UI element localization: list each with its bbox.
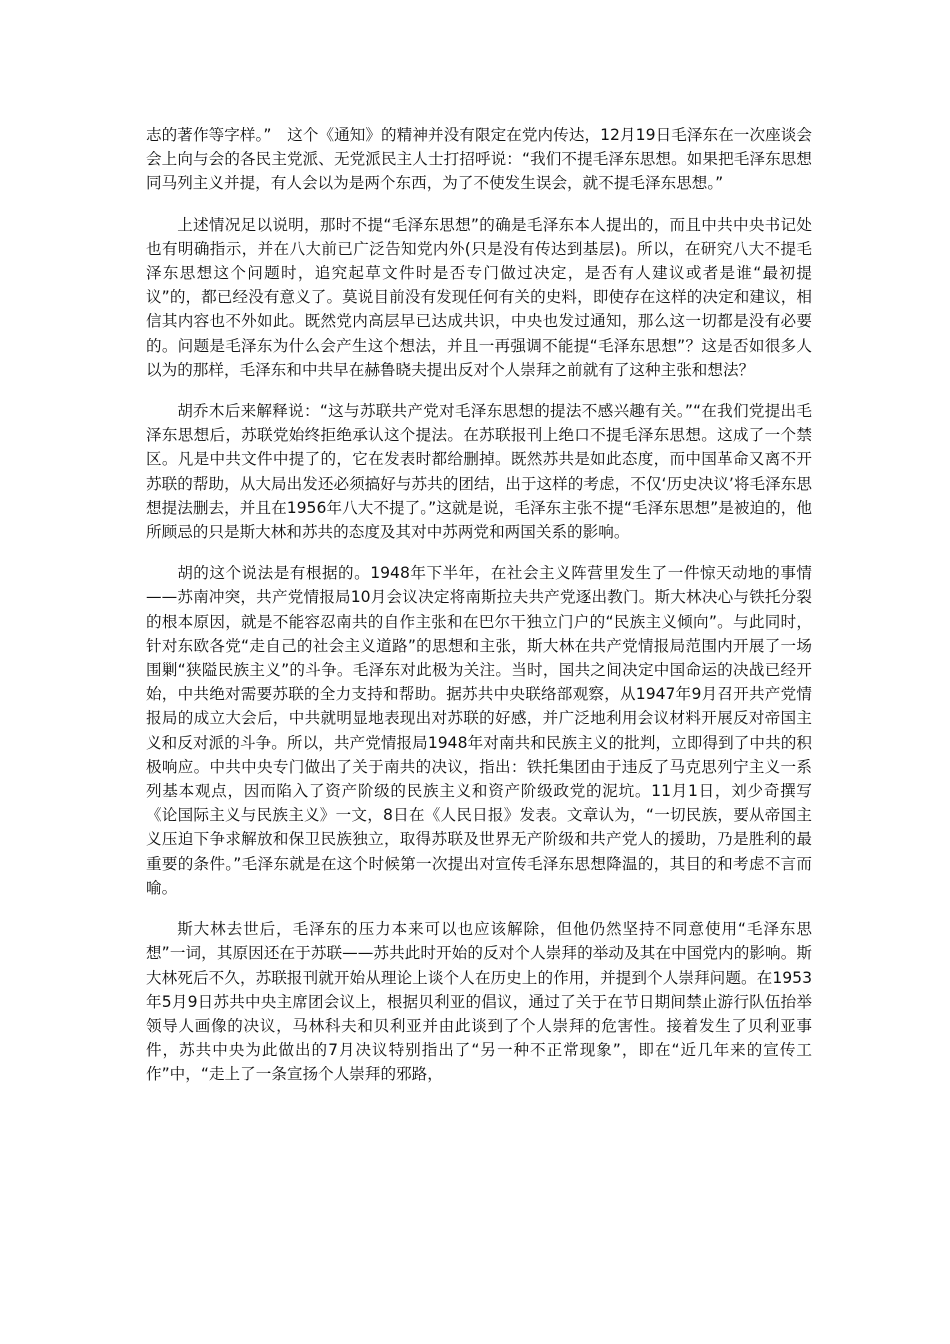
paragraph-1: 志的著作等字样。” 这个《通知》的精神并没有限定在党内传达，12月19日毛泽东在一次座谈会会上向与会的各民主党派、无党派民主人士打招呼说：“我们不提毛泽东思想。如果把毛泽东思想同马列主义并提，有人会以为是两个东西，为了不使发生误会，就不提毛泽东思想。” xyxy=(146,126,812,193)
paragraph-3: 胡乔木后来解释说：“这与苏联共产党对毛泽东思想的提法不感兴趣有关。”“在我们党提出毛泽东思想后，苏联党始终拒绝承认这个提法。在苏联报刊上绝口不提毛泽东思想。这成了一个禁区。凡是中共文件中提了的，它在发表时都给删掉。既然苏共是如此态度，而中国革命又离不开苏联的帮助，从大局出发还必须搞好与苏共的团结，出于这样的考虑，不仅‘历史决议’将毛泽东思想提法删去，并且在1956年八大不提了。”这就是说，毛泽东主张不提“毛泽东思想”是被迫的，他所顾忌的只是斯大林和苏共的态度及其对中苏两党和两国关系的影响。 xyxy=(146,402,812,542)
paragraph-5: 斯大林去世后，毛泽东的压力本来可以也应该解除，但他仍然坚持不同意使用“毛泽东思想”一词，其原因还在于苏联——苏共此时开始的反对个人崇拜的举动及其在中国党内的影响。斯大林死后不久，苏联报刊就开始从理论上谈个人在历史上的作用，并提到个人崇拜问题。在1953年5月9日苏共中央主席团会议上，根据贝利亚的倡议，通过了关于在节日期间禁止游行队伍抬举领导人画像的决议，马林科夫和贝利亚并由此谈到了个人崇拜的危害性。接着发生了贝利亚事件，苏共中央为此做出的7月决议特别指出了“另一种不正常现象”，即在“近几年来的宣传工作”中，“走上了一条宣扬个人崇拜的邪路， xyxy=(146,920,812,1084)
paragraph-2: 上述情况足以说明，那时不提“毛泽东思想”的确是毛泽东本人提出的，而且中共中央书记处也有明确指示，并在八大前已广泛告知党内外(只是没有传达到基层)。所以，在研究八大不提毛泽东思想这个问题时，追究起草文件时是否专门做过决定，是否有人建议或者是谁“最初提议”的，都已经没有意义了。莫说目前没有发现任何有关的史料，即使存在这样的决定和建议，相信其内容也不外如此。既然党内高层早已达成共识，中央也发过通知，那么这一切都是没有必要的。问题是毛泽东为什么会产生这个想法，并且一再强调不能提“毛泽东思想”？这是否如很多人以为的那样，毛泽东和中共早在赫鲁晓夫提出反对个人崇拜之前就有了这种主张和想法？ xyxy=(146,215,812,379)
paragraph-4: 胡的这个说法是有根据的。1948年下半年，在社会主义阵营里发生了一件惊天动地的事情——苏南冲突，共产党情报局10月会议决定将南斯拉夫共产党逐出教门。斯大林决心与铁托分裂的根本原因，就是不能容忍南共的自作主张和在巴尔干独立门户的“民族主义倾向”。与此同时，针对东欧各党“走自己的社会主义道路”的思想和主张，斯大林在共产党情报局范围内开展了一场围剿“狭隘民族主义”的斗争。毛泽东对此极为关注。当时，国共之间决定中国命运的决战已经开始，中共绝对需要苏联的全力支持和帮助。据苏共中央联络部观察，从1947年9月召开共产党情报局的成立大会后，中共就明显地表现出对苏联的好感，并广泛地利用会议材料开展反对帝国主义和反对派的斗争。所以，共产党情报局1948年对南共和民族主义的批判，立即得到了中共的积极响应。中共中央专门做出了关于南共的决议，指出：铁托集团由于违反了马克思列宁主义一系列基本观点，因而陷入了资产阶级的民族主义和资产阶级政党的泥坑。11月1日，刘少奇撰写《论国际主义与民族主义》一文，8日在《人民日报》发表。文章认为，“一切民族，要从帝国主义压迫下争求解放和保卫民族独立，取得苏联及世界无产阶级和共产党人的援助，乃是胜利的最重要的条件。”毛泽东就是在这个时候第一次提出对宣传毛泽东思想降温的，其目的和考虑不言而喻。 xyxy=(146,564,812,897)
document-page xyxy=(146,123,812,1104)
